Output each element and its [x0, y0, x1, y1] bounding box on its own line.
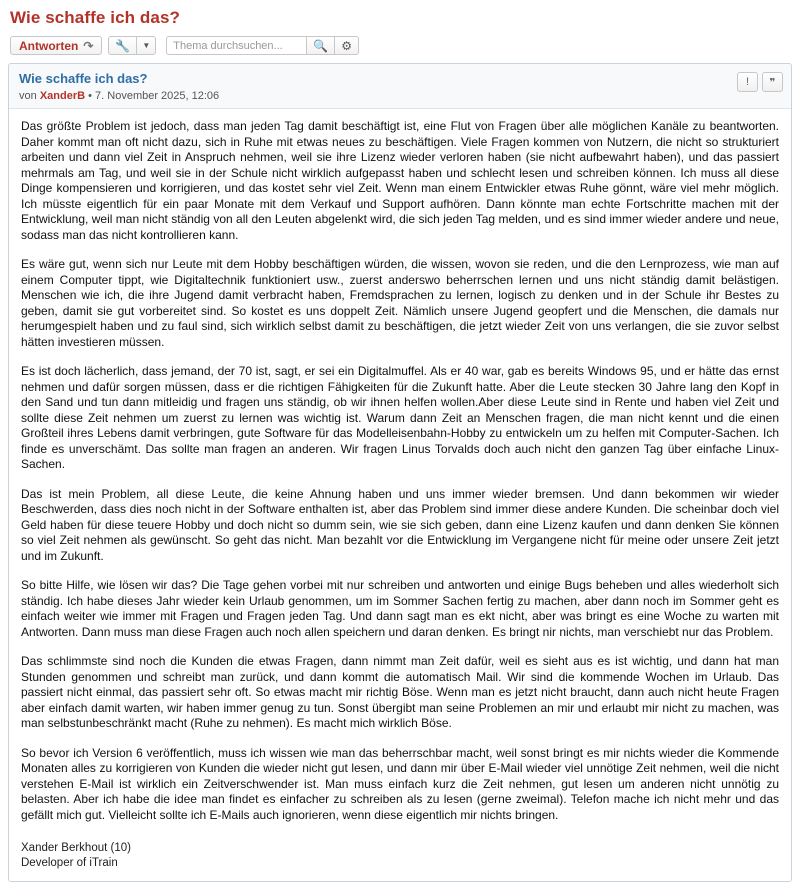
post-panel: [8, 63, 792, 882]
gear-icon[interactable]: ⚙: [335, 36, 359, 55]
quote-icon[interactable]: ❞: [762, 72, 783, 92]
reply-button-label: Antworten: [19, 38, 79, 53]
magnifier-icon[interactable]: 🔍: [306, 36, 335, 55]
topic-search: [166, 36, 359, 55]
post-paragraph: Es wäre gut, wenn sich nur Leute mit dem Hobby beschäftigen würden, die wissen, wovon sie reden, und die den Lernprozess, wie man auf einem Computer tippt, wie Digitaltechnik funktioniert usw., zuerst anderswo beherrschen lernen und uns nicht ständig damit belästigen. Menschen wie ich, die ihre Jugend damit verbracht haben, Fremdsprachen zu lernen, logisch zu denken und in der Schule ihr Bestes zu geben, damit sie gut vorbereitet sind. So kostet es uns doppelt Zeit. Nämlich unsere Jugend geopfert und die Menschen, die damals nur herumgespielt haben und zu faul sind, sich wirklich selbst damit zu beschäftigen, die jetzt wieder Zeit von uns verlangen, die sie zuvor selbst hätten investieren müssen.: [21, 257, 779, 349]
post-title: Wie schaffe ich das?: [19, 71, 148, 86]
post-signature: [21, 839, 779, 871]
post-body: [9, 109, 791, 881]
post-header: [9, 64, 791, 109]
reply-button[interactable]: [10, 36, 102, 55]
post-paragraph: So bevor ich Version 6 veröffentlich, muss ich wissen wie man das beherrschbar macht, weil sonst bringt es mir nichts wieder die Kommende Monaten alles zu korrigieren von Kunden die wieder nicht gut lesen, und dann mir über E-Mail wieder viel unnötige Zeit nehmen, weil die nicht verstehen E-Mail ist wirklich ein Zeitverschwender ist. Man muss einfach kurz die Zeit nehmen, gut lesen um anderen nicht unnötig zu belasten. Aber ich habe die idee man findet es einfacher zu schreiben als zu lesen (gerne zweimal). Telefon mache ich nicht mehr und das gefällt mich gut. Vielleicht sollte ich E-Mails auch ignorieren, wenn diese eigentlich mir nichts bringen.: [21, 745, 779, 822]
search-input[interactable]: [166, 36, 306, 55]
post-meta-date: • 7. November 2025, 12:06: [88, 90, 220, 102]
post-paragraph: Das schlimmste sind noch die Kunden die etwas Fragen, dann nimmt man Zeit dafür, weil es sieht aus es ist wichtig, und dann hat man Stunden genommen und schreibt man zurück, und dann kommt die automatisch Mail. Wir sind die kommende Wochen im Urlaub. Das passiert nicht einmal, das passiert sehr oft. So etwas macht mir richtig Böse. Wenn man es jetzt nicht braucht, dann auch nicht heute Fragen aber einfach damit warten, wir haben immer genug zu tun. Sonst übergibt man seine Problemen an mir und erlaubt mir nicht zu machen, was man selbstunbeschränkt macht (Ruhe zu nehmen). Es macht mich wirklich Böse.: [21, 654, 779, 730]
post-actions: [737, 72, 783, 92]
toolbar: [10, 36, 792, 55]
signature-line: Developer of iTrain: [21, 857, 118, 869]
post-author[interactable]: XanderB: [39, 90, 86, 102]
post-paragraph: Das größte Problem ist jedoch, dass man jeden Tag damit beschäftigt ist, eine Flut von Fragen über alle möglichen Kanäle zu beantworten. Daher kommt man oft nicht dazu, sich in Ruhe mit etwas neues zu beschäftigen. Viele Fragen kommen von Nutzern, die nicht so strukturiert arbeiten und dann viel Zeit in Anspruch nehmen, weil sie ihre Lizenz wieder verloren haben (sie nicht aufbewahrt haben), und das passiert mehrmals am Tag, und weil sie in der Schule nicht wirklich aufgepasst haben und schlecht lesen und schreiben können. Ich muss all diese Dinge kompensieren und korrigieren, und das kostet sehr viel Zeit. Wenn man einem Entwickler etwas Ruhe gönnt, wäre viel mehr möglich. Ich müsste eigentlich für ein paar Monate mit dem Verkauf und Support aufhören. Dann könnte man echte Fortschritte machen mit der Entwicklung, weil man nicht ständig von all den Leuten abgelenkt wird, die sich jeden Tag melden, und es sind immer wieder andere und neue, sodass man das nicht kontrollieren kann.: [21, 119, 779, 242]
post-paragraph: So bitte Hilfe, wie lösen wir das? Die Tage gehen vorbei mit nur schreiben und antworten und einige Bugs beheben und alles wiederholt sich ständig. Ich habe dieses Jahr wieder kein Urlaub genommen, um im Sommer Sachen fertig zu machen, aber dann noch im Sommer geht es einfach weiter wie immer mit Fragen und Fragen jeden Tag. Und dann sagt man es ekt nicht, aber was bringt es eine Woche zu warten mit Antworten. Dann muss man diese Fragen auch noch allen speichern und daran denken. Es bringt nir nichts, man verschiebt nur das Problem.: [21, 578, 779, 639]
report-exclamation-icon[interactable]: !: [737, 72, 758, 92]
tools-split-button: [108, 36, 156, 55]
post-paragraph: Es ist doch lächerlich, dass jemand, der 70 ist, sagt, er sei ein Digitalmuffel. Als er 40 war, gab es bereits Windows 95, und er hätte das ernst nehmen und dafür sorgen müssen, dass er die richtigen Fähigkeiten für die Zukunft hatte. Aber die Leute stecken 30 Jahre lang den Kopf in den Sand und tun dann mitleidig und fragen uns ständig, ob wir ihnen helfen wollen.Aber diese Leute sind in Rente und haben viel Zeit und sollte diese Zeit nehmen um zuerst zu lernen was wichtig ist. Warum dann Zeit an Menschen fragen, die man nicht kennt und die einen Großteil ihres Lebens damit verbringen, gute Software für das Modelleisenbahn-Hobby zu entwickeln um zu helfen mit Computer-Sachen. Ich finde es unverschämt. Das sollte man fragen an anderen. Wir fragen Linus Torvalds doch auch nicht den ganzen Tag über einfache Linux-Sachen.: [21, 364, 779, 471]
post-meta-prefix: von: [19, 90, 37, 102]
reply-arrow-icon: ↷: [83, 38, 94, 53]
chevron-down-icon[interactable]: ▼: [136, 36, 156, 55]
page-title: Wie schaffe ich das?: [10, 8, 181, 27]
post-meta: [19, 90, 781, 102]
signature-line: Xander Berkhout (10): [21, 842, 131, 854]
wrench-icon[interactable]: 🔧: [108, 36, 136, 55]
post-paragraph: Das ist mein Problem, all diese Leute, die keine Ahnung haben und uns immer wieder bremsen. Und dann bekommen wir wieder Beschwerden, dass dies noch nicht in der Software enthalten ist, aber das Problem sind immer diese andere Kunden. Die scheinbar doch viel Geld haben für diese teuere Hobby und doch nicht so dumm sein, wie sie sich geben, dann eine Lizenz kaufen und dann denken Sie können so viel Zeit nehmen als gewünscht. So geht das nicht. Man bezahlt vor die Entwicklung im Vergangene nicht für meine oder unsere Zeit jetzt und im Zukunft.: [21, 486, 779, 563]
